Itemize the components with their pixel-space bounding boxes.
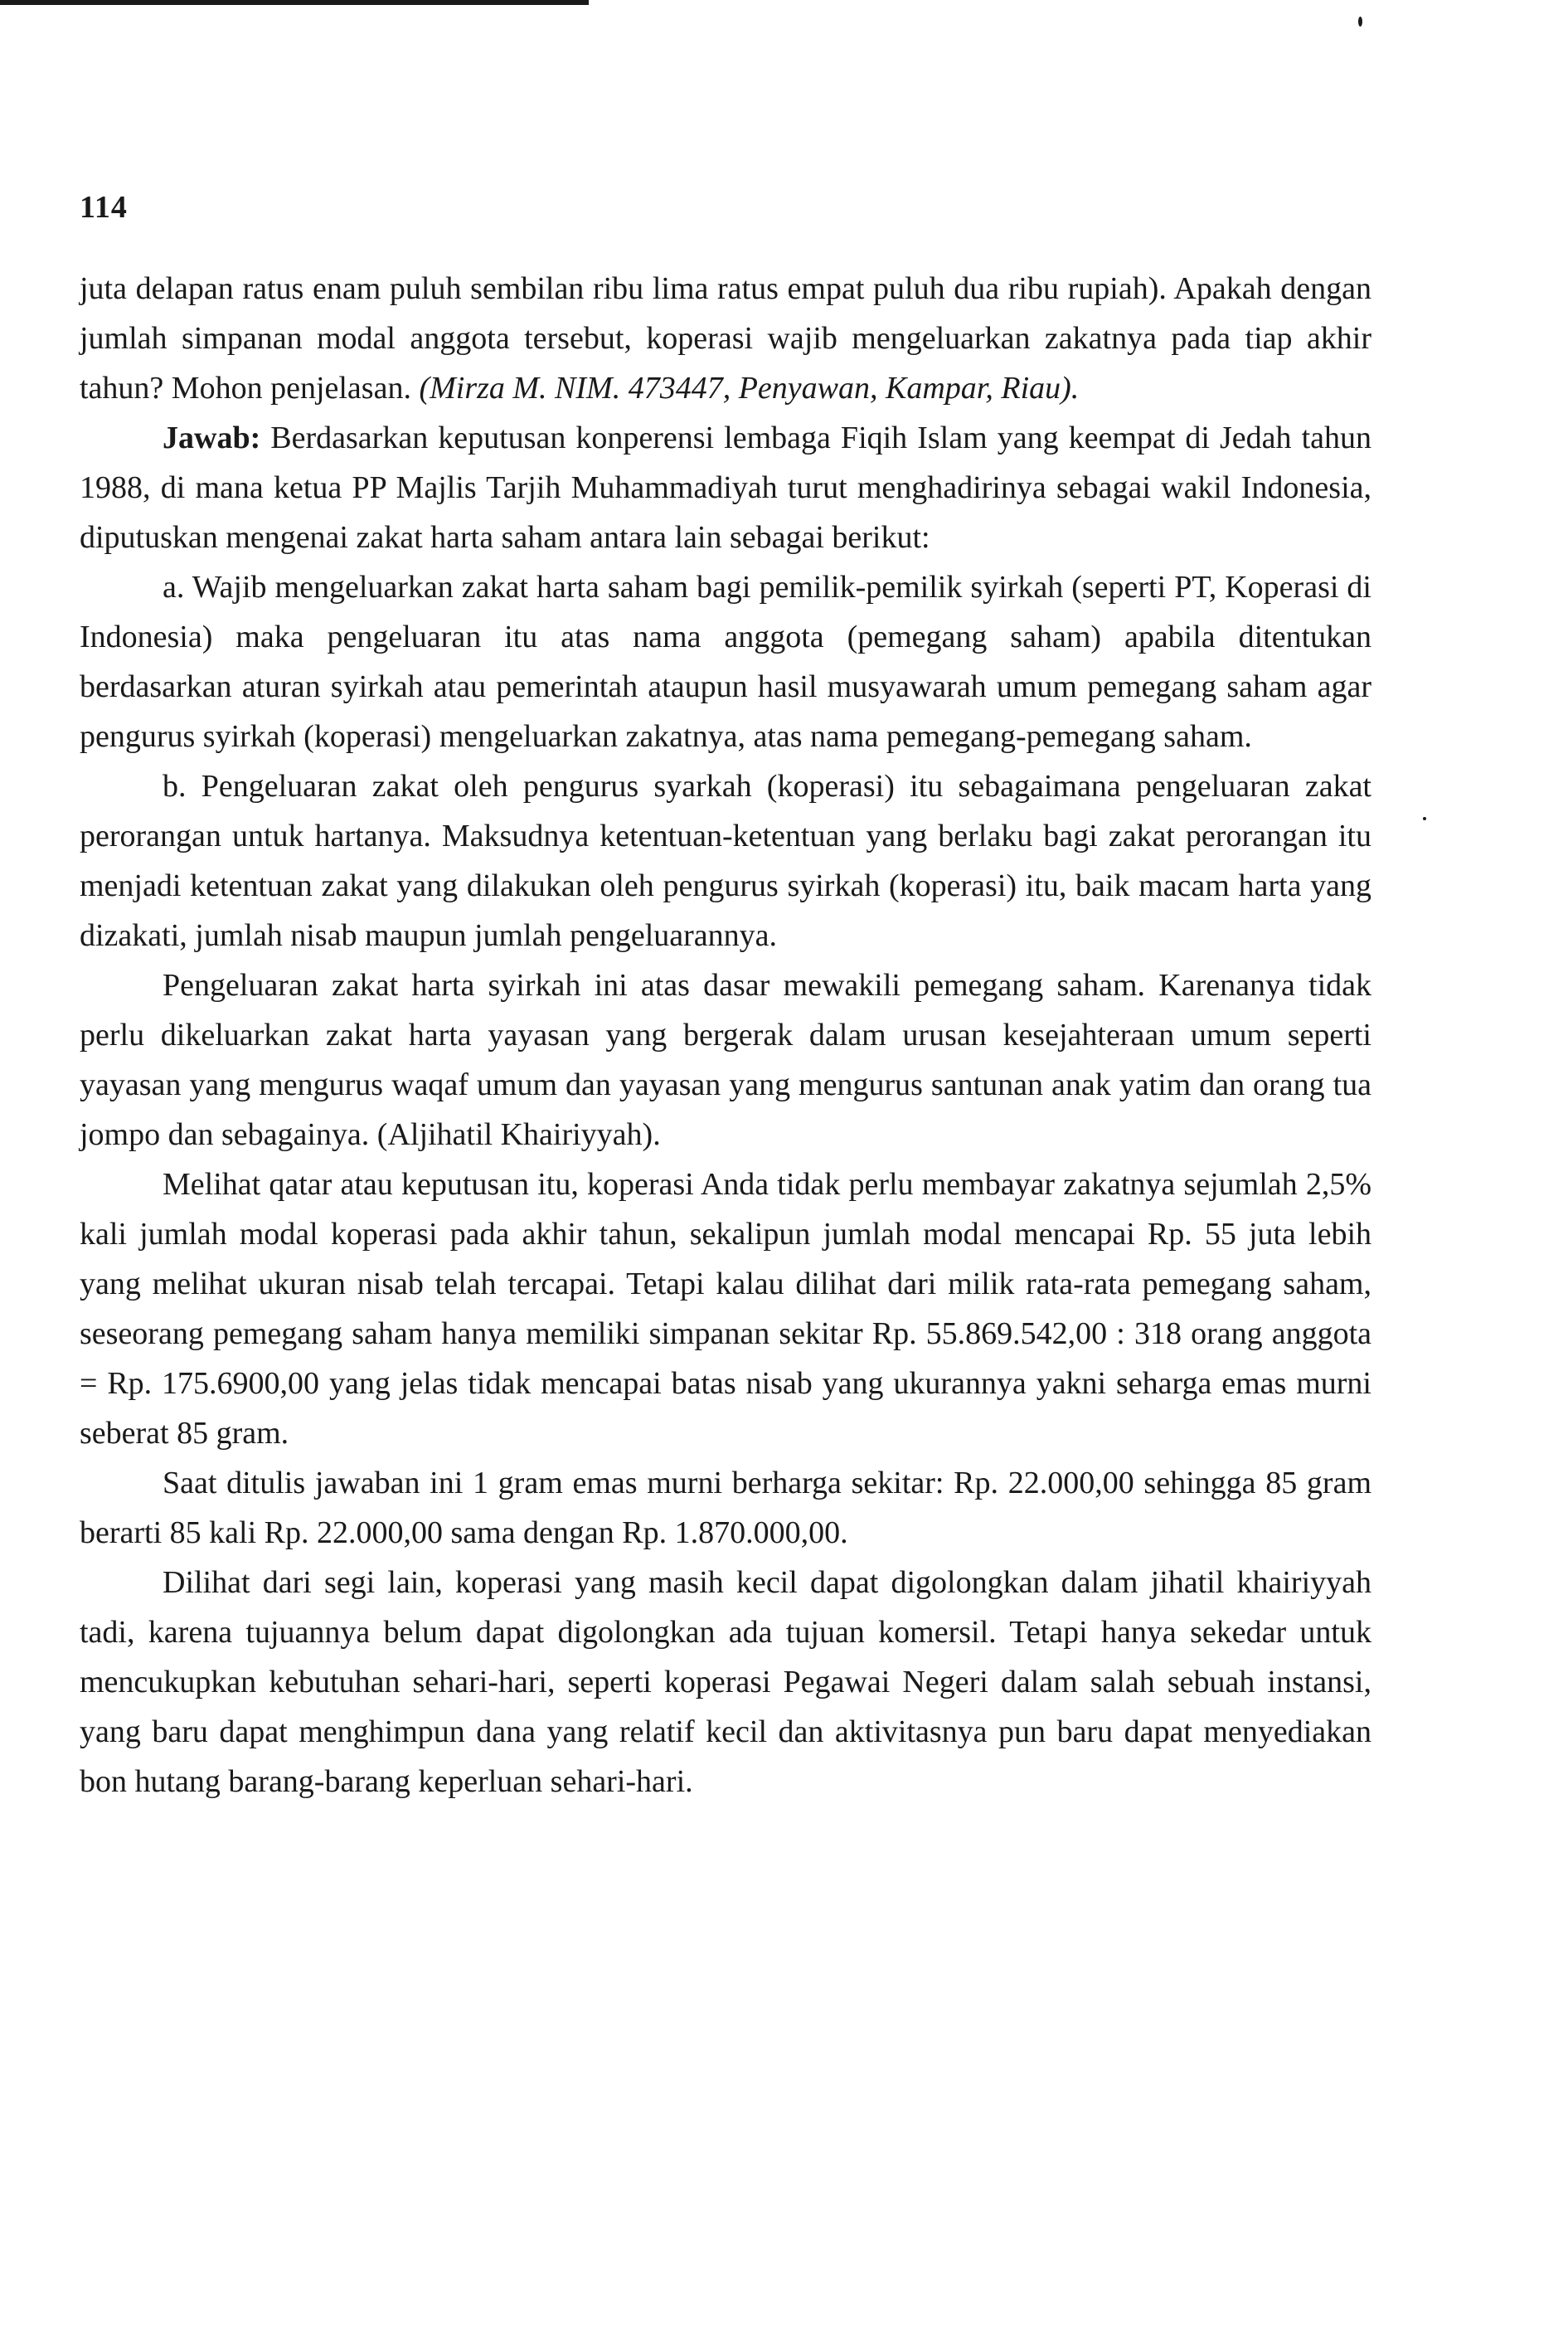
nisab-paragraph: Melihat qatar atau keputusan itu, koperasi Anda tidak perlu membayar zakatnya sejumlah 2,5% kali jumlah modal koperasi pada akhir tahun, sekalipun jumlah modal mencapai Rp. 55 juta lebih yang melihat ukuran nisab telah tercapai. Tetapi kalau dilihat dari milik rata-rata pemegang saham, seseorang pemegang saham hanya memiliki simpanan sekitar Rp. 55.869.542,00 : 318 orang anggota = Rp. 175.6900,00 yang jelas tidak mencapai batas nisab yang ukurannya yakni seharga emas murni seberat 85 gram. [80,1167,1371,1451]
answer-paragraph [80,413,1371,562]
point-a-paragraph: a. Wajib mengeluarkan zakat harta saham bagi pemilik-pemilik syirkah (seperti PT, Koperasi di Indonesia) maka pengeluaran itu atas nama anggota (pemegang saham) apabila ditentukan berdasarkan aturan syirkah atau pemerintah ataupun hasil musyawarah umum pemegang saham agar pengurus syirkah (koperasi) mengeluarkan zakatnya, atas nama pemegang-pemegang saham. [80,570,1371,754]
point-b-paragraph: b. Pengeluaran zakat oleh pengurus syarkah (koperasi) itu sebagaimana pengeluaran zakat perorangan untuk hartanya. Maksudnya ketentuan-ketentuan yang berlaku bagi zakat perorangan itu menjadi ketentuan zakat yang dilakukan oleh pengurus syirkah (koperasi) itu, baik macam harta yang dizakati, jumlah nisab maupun jumlah pengeluarannya. [80,769,1371,953]
questioner-signature: (Mirza M. NIM. 473447, Penyawan, Kampar, Riau). [419,371,1080,406]
scan-speck [1358,17,1362,27]
question-paragraph [80,264,1371,413]
closing-paragraph: Dilihat dari segi lain, koperasi yang masih kecil dapat digolongkan dalam jihatil khairiyyah tadi, karena tujuannya belum dapat digolongkan ada tujuan komersil. Tetapi hanya sekedar untuk mencukupkan kebutuhan sehari-hari, seperti koperasi Pegawai Negeri dalam salah sebuah instansi, yang baru dapat menghimpun dana yang relatif kecil dan aktivitasnya pun baru dapat menyediakan bon hutang barang-barang keperluan sehari-hari. [80,1565,1371,1799]
question-text: juta delapan ratus enam puluh sembilan ribu lima ratus empat puluh dua ribu rupiah). Apakah dengan jumlah simpanan modal anggota tersebut, koperasi wajib mengeluarkan zakatnya pada tiap akhir tahun? Mohon penjelasan. [80,271,1371,406]
scan-speck [1423,817,1426,820]
gold-price-paragraph: Saat ditulis jawaban ini 1 gram emas murni berharga sekitar: Rp. 22.000,00 sehingga 85 gram berarti 85 kali Rp. 22.000,00 sama dengan Rp. 1.870.000,00. [80,1466,1371,1550]
answer-text: Berdasarkan keputusan konperensi lembaga Fiqih Islam yang keempat di Jedah tahun 1988, di mana ketua PP Majlis Tarjih Muhammadiyah turut menghadirinya sebagai wakil Indonesia, diputuskan mengenai zakat harta saham antara lain sebagai berikut: [80,421,1371,555]
syirkah-paragraph: Pengeluaran zakat harta syirkah ini atas dasar mewakili pemegang saham. Karenanya tidak perlu dikeluarkan zakat harta yayasan yang bergerak dalam urusan kesejahteraan umum seperti yayasan yang mengurus waqaf umum dan yayasan yang mengurus santunan anak yatim dan orang tua jompo dan sebagainya. (Aljihatil Khairiyyah). [80,968,1371,1152]
body-text [80,264,1371,1806]
answer-label: Jawab: [163,421,261,455]
top-rule [0,0,589,5]
page-number: 114 [80,190,128,225]
